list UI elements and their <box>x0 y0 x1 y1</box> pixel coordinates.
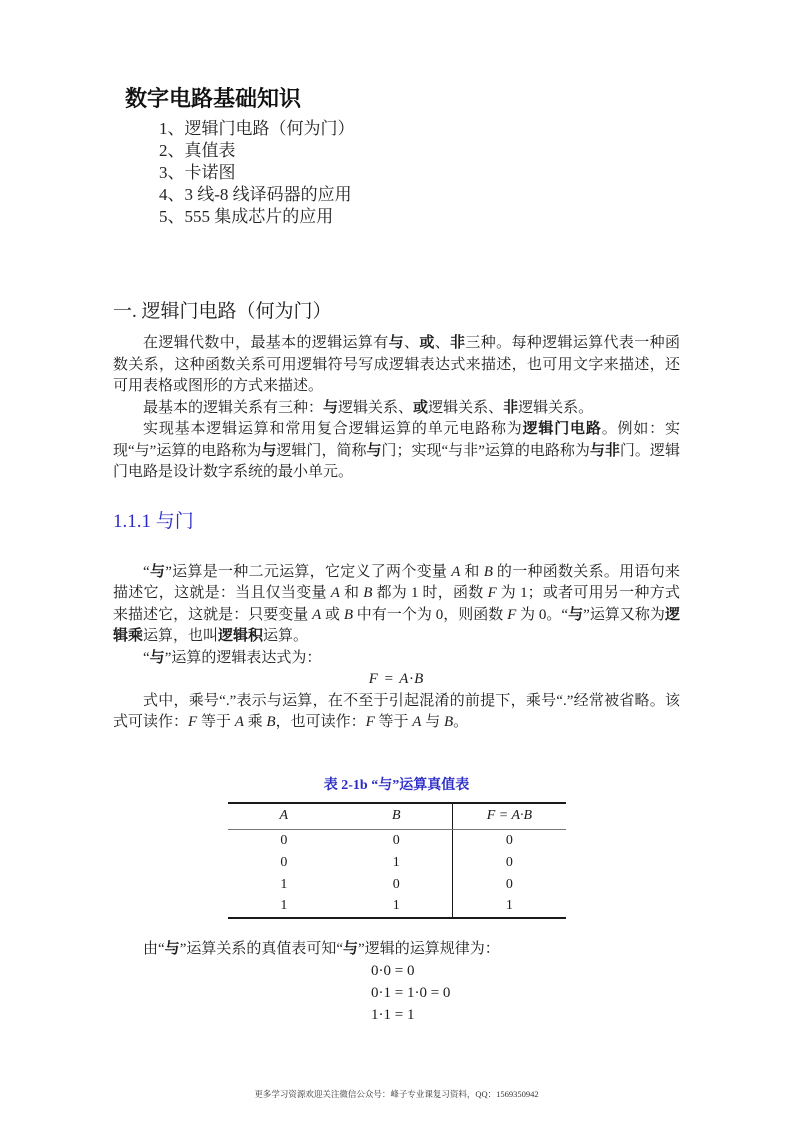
paragraph-logic-operations: 在逻辑代数中，最基本的逻辑运算有与、或、非三种。每种逻辑运算代表一种函数关系，这种函数关系可用逻辑符号写成逻辑表达式来描述，也可用文字来描述，还可用表格或图形的方式来描述。 <box>113 335 680 394</box>
cell: 0 <box>280 832 288 848</box>
column-header-f: F = A·B <box>453 803 566 830</box>
cell: 1 <box>280 898 288 913</box>
section-111-heading: 1.1.1 与门 <box>113 510 194 532</box>
cell: 1 <box>392 854 400 870</box>
cell: 0 <box>392 876 400 892</box>
toc-item-4: 4、3 线-8 线译码器的应用 <box>159 185 352 204</box>
toc-item-1: 1、逻辑门电路（何为门） <box>159 119 355 138</box>
toc-item-3: 3、卡诺图 <box>159 163 236 182</box>
toc-item-5: 5、555 集成芯片的应用 <box>159 207 334 226</box>
doc-title: 数字电路基础知识 <box>125 86 302 111</box>
section-1-heading: 一. 逻辑门电路（何为门） <box>113 301 332 322</box>
toc-list <box>159 118 680 228</box>
truth-table-header <box>228 803 566 830</box>
equation-line-1: 0·0 = 0 <box>371 963 415 979</box>
cell: 1 <box>453 896 566 918</box>
paragraph-logic-relations: 最基本的逻辑关系有三种：与逻辑关系、或逻辑关系、非逻辑关系。 <box>143 399 594 416</box>
table-row <box>228 852 566 874</box>
cell: 0 <box>392 832 400 848</box>
table-row <box>228 830 566 852</box>
paragraph-rules-intro: 由“与”运算关系的真值表可知“与”逻辑的运算规律为： <box>143 940 500 957</box>
table-header-row <box>228 803 566 830</box>
equation-line-2: 0·1 = 1·0 = 0 <box>371 985 451 1001</box>
cell: 0 <box>453 874 566 896</box>
cell: 1 <box>280 876 288 892</box>
and-rule-equations <box>371 960 680 1026</box>
toc-item-2: 2、真值表 <box>159 141 236 160</box>
section-111-body <box>113 562 680 734</box>
column-header-a: A <box>228 803 341 830</box>
cell: 0 <box>453 830 566 852</box>
column-header-b: B <box>340 803 453 830</box>
paragraph-and-definition: “与”运算是一种二元运算，它定义了两个变量 A 和 B 的一种函数关系。用语句来描述它，这就是：当且仅当变量 A 和 B 都为 1 时，函数 F 为 1；或者可用另一种方式来描述它，这就是：只要变量 A 或 B 中有一个为 0，则函数 F 为 0。“与”运算又称为逻辑乘运算，也叫逻辑积运算。 <box>113 563 680 644</box>
paragraph-formula-reading: 式中，乘号“.”表示与运算，在不至于引起混淆的前提下，乘号“.”经常被省略。该式可读作：F 等于 A 乘 B，也可读作：F 等于 A 与 B。 <box>113 692 680 730</box>
and-formula: F = A·B <box>368 671 425 687</box>
equation-line-3: 1·1 = 1 <box>371 1007 415 1023</box>
truth-table-caption: 表 2-1b “与”运算真值表 <box>323 777 470 793</box>
paragraph-gate-definition: 实现基本逻辑运算和常用复合逻辑运算的单元电路称为逻辑门电路。例如：实现“与”运算的电路称为与逻辑门，简称与门；实现“与非”运算的电路称为与非门。逻辑门电路是设计数字系统的最小单元。 <box>113 421 680 480</box>
truth-table-body <box>228 830 566 918</box>
and-truth-table <box>228 802 566 919</box>
cell: 0 <box>280 854 288 870</box>
section-1-body <box>113 333 680 484</box>
page-content <box>113 86 680 1026</box>
after-table-block <box>113 939 680 961</box>
cell: 0 <box>453 852 566 874</box>
cell: 1 <box>392 898 400 913</box>
table-row <box>228 896 566 918</box>
paragraph-expression-intro: “与”运算的逻辑表达式为： <box>143 649 322 666</box>
table-row <box>228 874 566 896</box>
footer-promo-note: 更多学习资源欢迎关注微信公众号：峰子专业课复习资料，QQ：1569350942 <box>254 1089 539 1099</box>
